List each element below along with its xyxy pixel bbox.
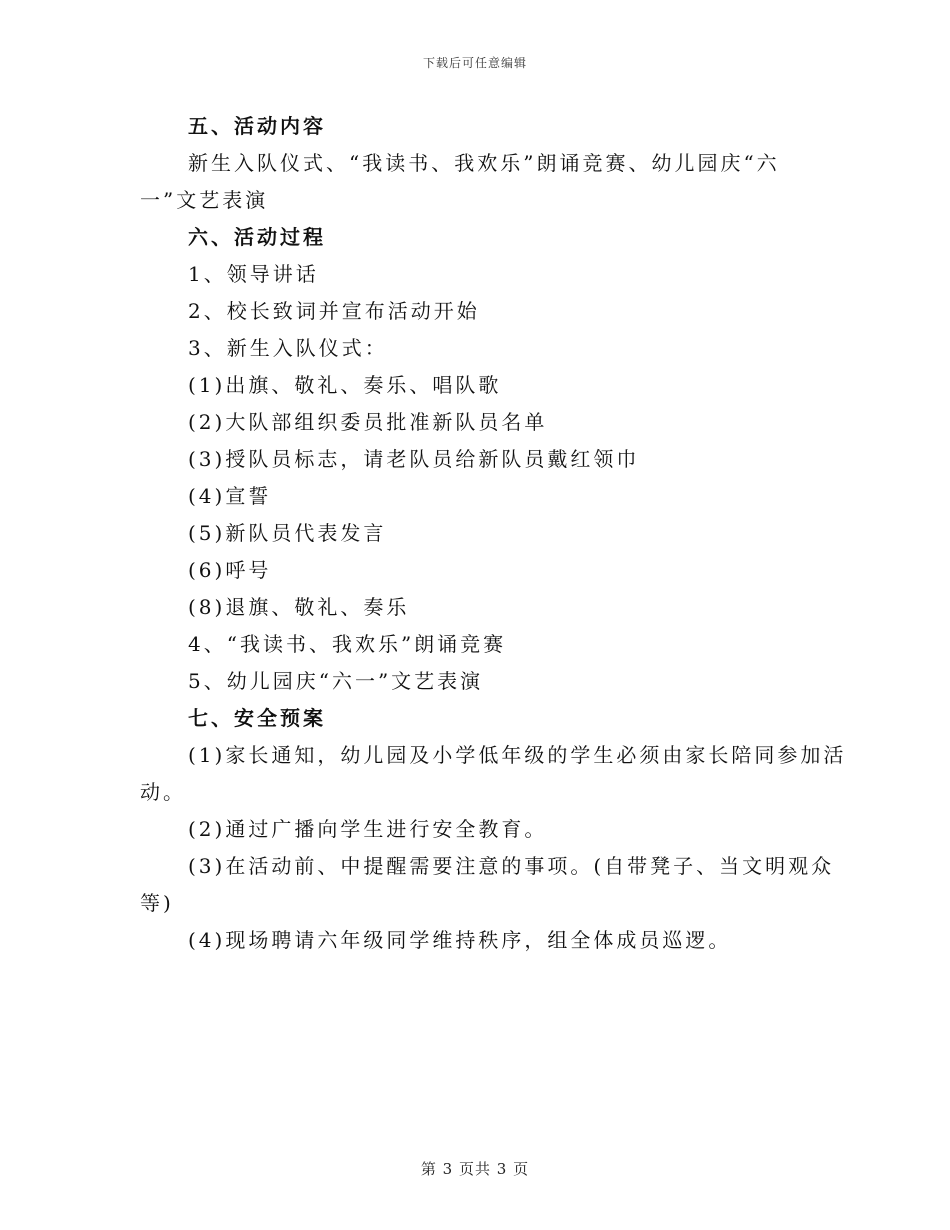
header-note: 下载后可任意编辑 (422, 56, 527, 70)
list-item: (1)出旗、敬礼、奏乐、唱队歌 (188, 373, 502, 397)
list-item: 2、校长致词并宣布活动开始 (188, 299, 480, 323)
paragraph-line: 等) (140, 891, 174, 915)
list-item: 5、幼儿园庆“六一”文艺表演 (188, 669, 484, 693)
list-item: 4、“我读书、我欢乐”朗诵竞赛 (188, 632, 507, 656)
document-body (140, 108, 847, 959)
list-item: (5)新队员代表发言 (188, 521, 387, 545)
paragraph-line: 动。 (140, 780, 186, 804)
list-item: (3)授队员标志，请老队员给新队员戴红领巾 (188, 447, 640, 471)
paragraph-line: (1)家长通知，幼儿园及小学低年级的学生必须由家长陪同参加活 (188, 743, 847, 767)
section-heading-activity-content: 五、活动内容 (188, 114, 326, 138)
section-heading-safety-plan: 七、安全预案 (188, 706, 326, 730)
list-item: (4)宣誓 (188, 484, 272, 508)
list-item: (6)呼号 (188, 558, 272, 582)
paragraph-line: (3)在活动前、中提醒需要注意的事项。(自带凳子、当文明观众 (188, 854, 835, 878)
paragraph-line: 一”文艺表演 (140, 188, 269, 212)
section-heading-activity-process: 六、活动过程 (188, 225, 326, 249)
list-item: 3、新生入队仪式： (188, 336, 388, 360)
paragraph-line: 新生入队仪式、“我读书、我欢乐”朗诵竞赛、幼儿园庆“六 (188, 151, 780, 175)
paragraph-line: (2)通过广播向学生进行安全教育。 (188, 817, 548, 841)
list-item: (8)退旗、敬礼、奏乐 (188, 595, 410, 619)
list-item: (2)大队部组织委员批准新队员名单 (188, 410, 548, 434)
list-item: 1、领导讲话 (188, 262, 319, 286)
paragraph-line: (4)现场聘请六年级同学维持秩序，组全体成员巡逻。 (188, 928, 732, 952)
page-number: 第 3 页共 3 页 (420, 1160, 530, 1178)
